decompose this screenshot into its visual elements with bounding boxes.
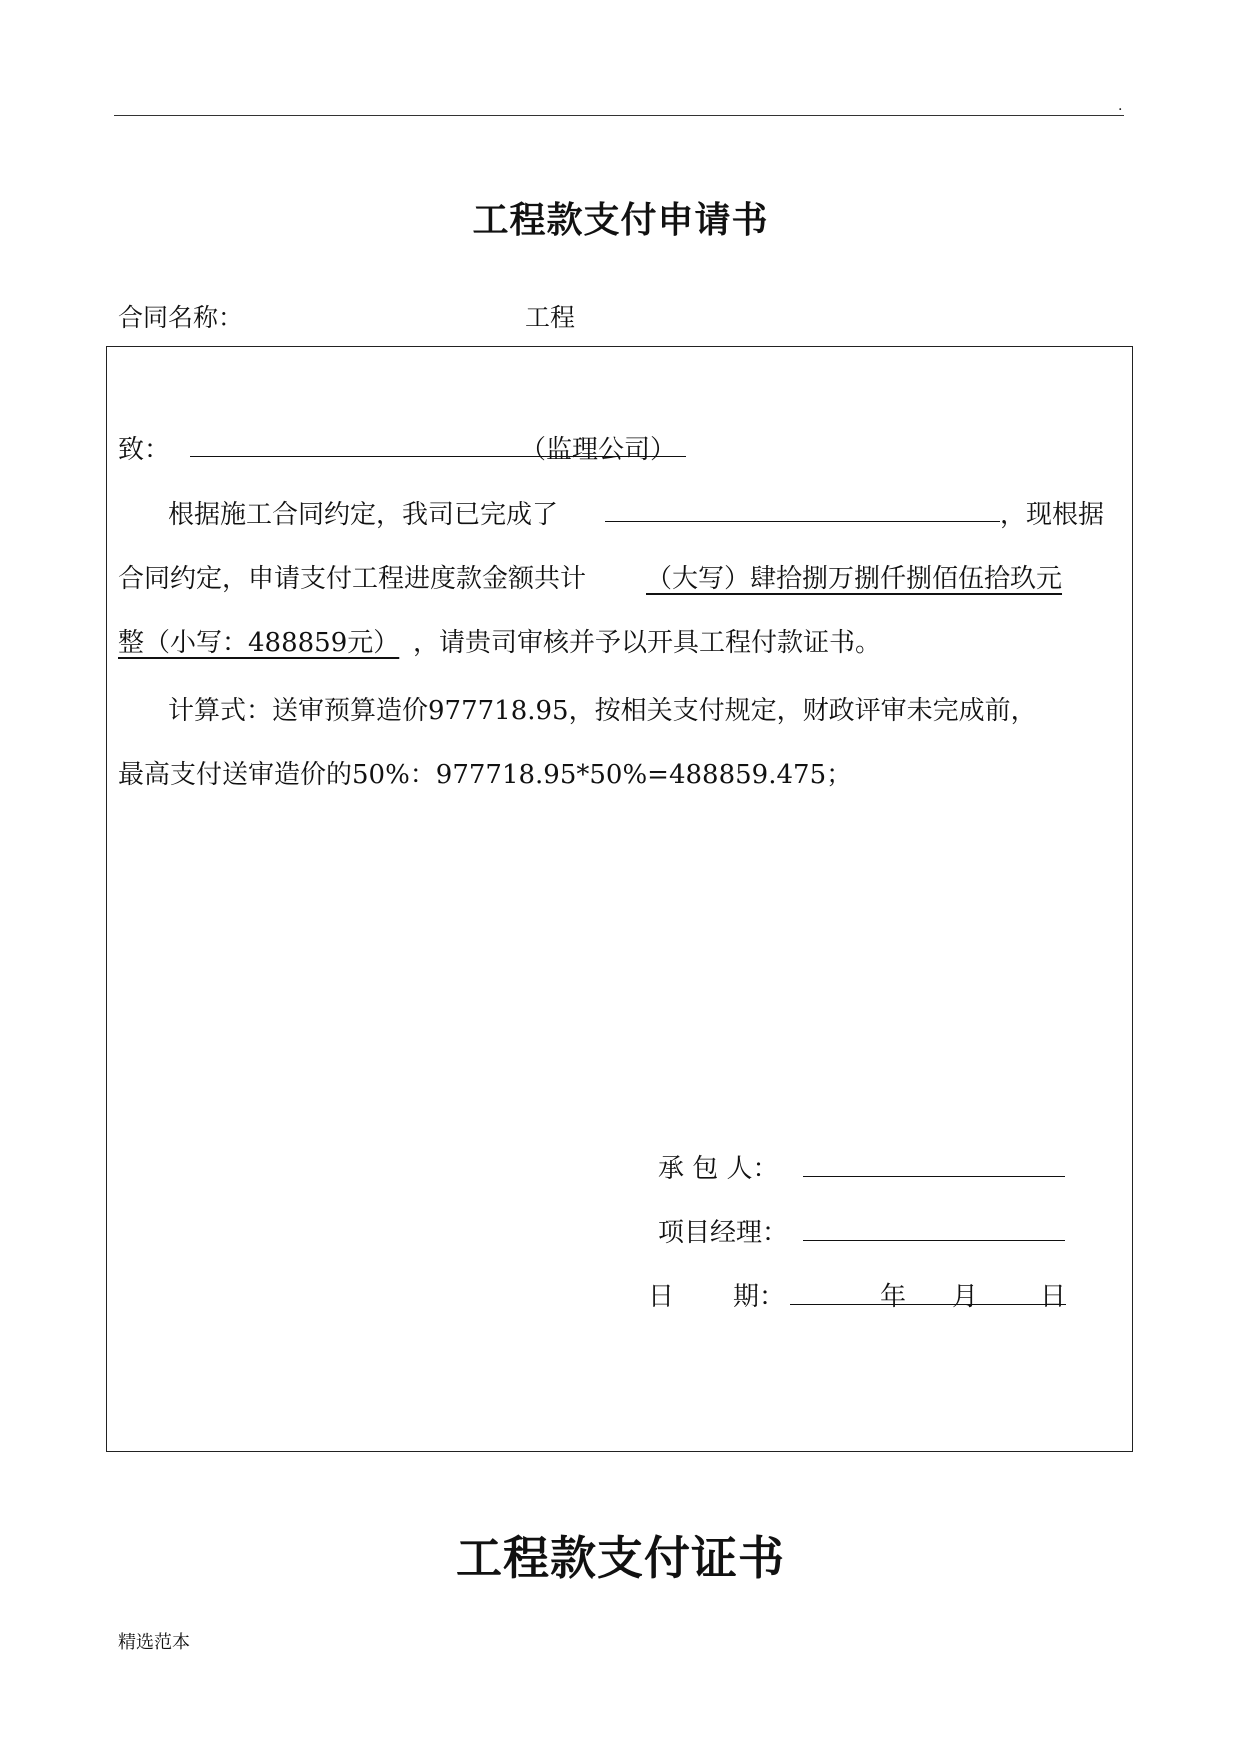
date-day: 日 [1040,1282,1067,1312]
to-label: 致： [118,435,171,465]
body-line2-start: 合同约定，申请支付工程进度款金额共计 [118,564,587,594]
certificate-title: 工程款支付证书 [456,1531,785,1585]
contractor-label: 承 包 人： [658,1154,779,1184]
contract-name-value: 工程 [525,303,576,332]
date-label-1: 日 [648,1282,675,1312]
calc-line1: 计算式：送审预算造价977718.95，按相关支付规定，财政评审未完成前， [168,696,1037,726]
amount-in-figures: 整（小写：488859元） [118,628,400,658]
contract-name-label: 合同名称： [118,303,244,332]
to-suffix: （监理公司） [520,435,677,465]
document-title: 工程款支付申请书 [472,200,769,241]
header-dot: . [1118,98,1123,114]
date-year: 年 [880,1282,907,1312]
contractor-signature-line[interactable] [803,1150,1065,1177]
body-line3-end: ，请贵司审核并予以开具工程付款证书。 [413,628,882,658]
body-line1-end: ，现根据 [1000,500,1105,530]
date-month: 月 [952,1282,979,1312]
body-line1-start: 根据施工合同约定，我司已完成了 [168,500,559,530]
calc-line2: 最高支付送审造价的50%：977718.95*50%=488859.475； [118,760,853,790]
date-label-2: 期： [733,1282,786,1312]
date-field[interactable] [790,1278,1066,1305]
completed-work-blank[interactable] [605,493,1000,522]
footer-label: 精选范本 [118,1632,190,1653]
project-manager-label: 项目经理： [658,1218,789,1248]
amount-in-words: （大写）肆拾捌万捌仟捌佰伍拾玖元 [646,564,1063,594]
header-rule [114,115,1124,116]
project-manager-signature-line[interactable] [803,1214,1065,1241]
